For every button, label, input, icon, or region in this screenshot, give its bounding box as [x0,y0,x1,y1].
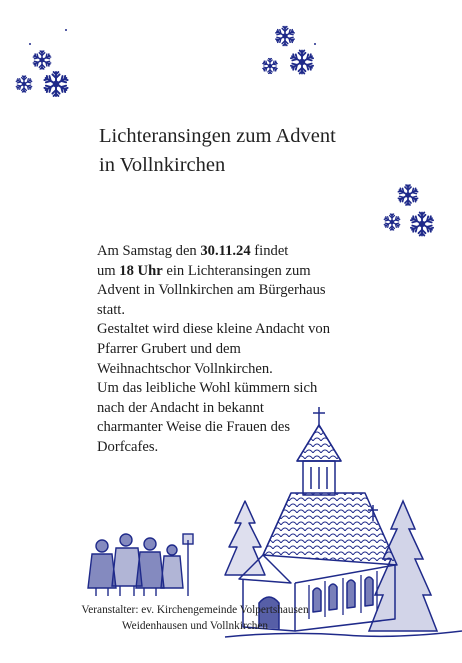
footer-line-1: Veranstalter: ev. Kirchengemeinde Volpertshausen [81,604,309,616]
body-line-1 [97,242,347,262]
body-line-4: statt. [97,301,125,318]
page-title [99,122,429,180]
body-line-5: Gestaltet wird diese kleine Andacht von [97,321,331,338]
body-line-9: nach der Andacht in bekannt [97,399,264,416]
body-line-8: Um das leibliche Wohl kümmern sich [97,380,318,397]
body-line-2-end: ein Lichteransingen zum [162,262,311,279]
body-line-1-start: Am Samstag den [97,243,201,259]
body-line-2-start: um [97,262,120,279]
fir-tree-icon [369,501,437,631]
body-line-6: Pfarrer Grubert und dem [97,340,241,357]
body-line-11: Dorfcafes. [97,438,159,455]
body-line-2 [97,262,347,282]
body-line-7: Weihnachtschor Vollnkirchen. [97,360,273,377]
event-date: 30.11.24 [200,243,251,259]
carolers-illustration [80,530,205,602]
event-time: 18 Uhr [119,262,163,279]
body-line-3: Advent in Vollnkirchen am Bürgerhaus [97,282,326,299]
footer-line-2: Weidenhausen und Vollnkirchen [121,619,269,632]
title-line-1: Lichteransingen zum Advent [99,125,336,147]
body-line-1-end: findet [250,243,289,259]
title-line-2: in Vollnkirchen [99,154,226,176]
body-line-10: charmanter Weise die Frauen des [97,419,291,436]
organizer-footer [40,603,350,634]
